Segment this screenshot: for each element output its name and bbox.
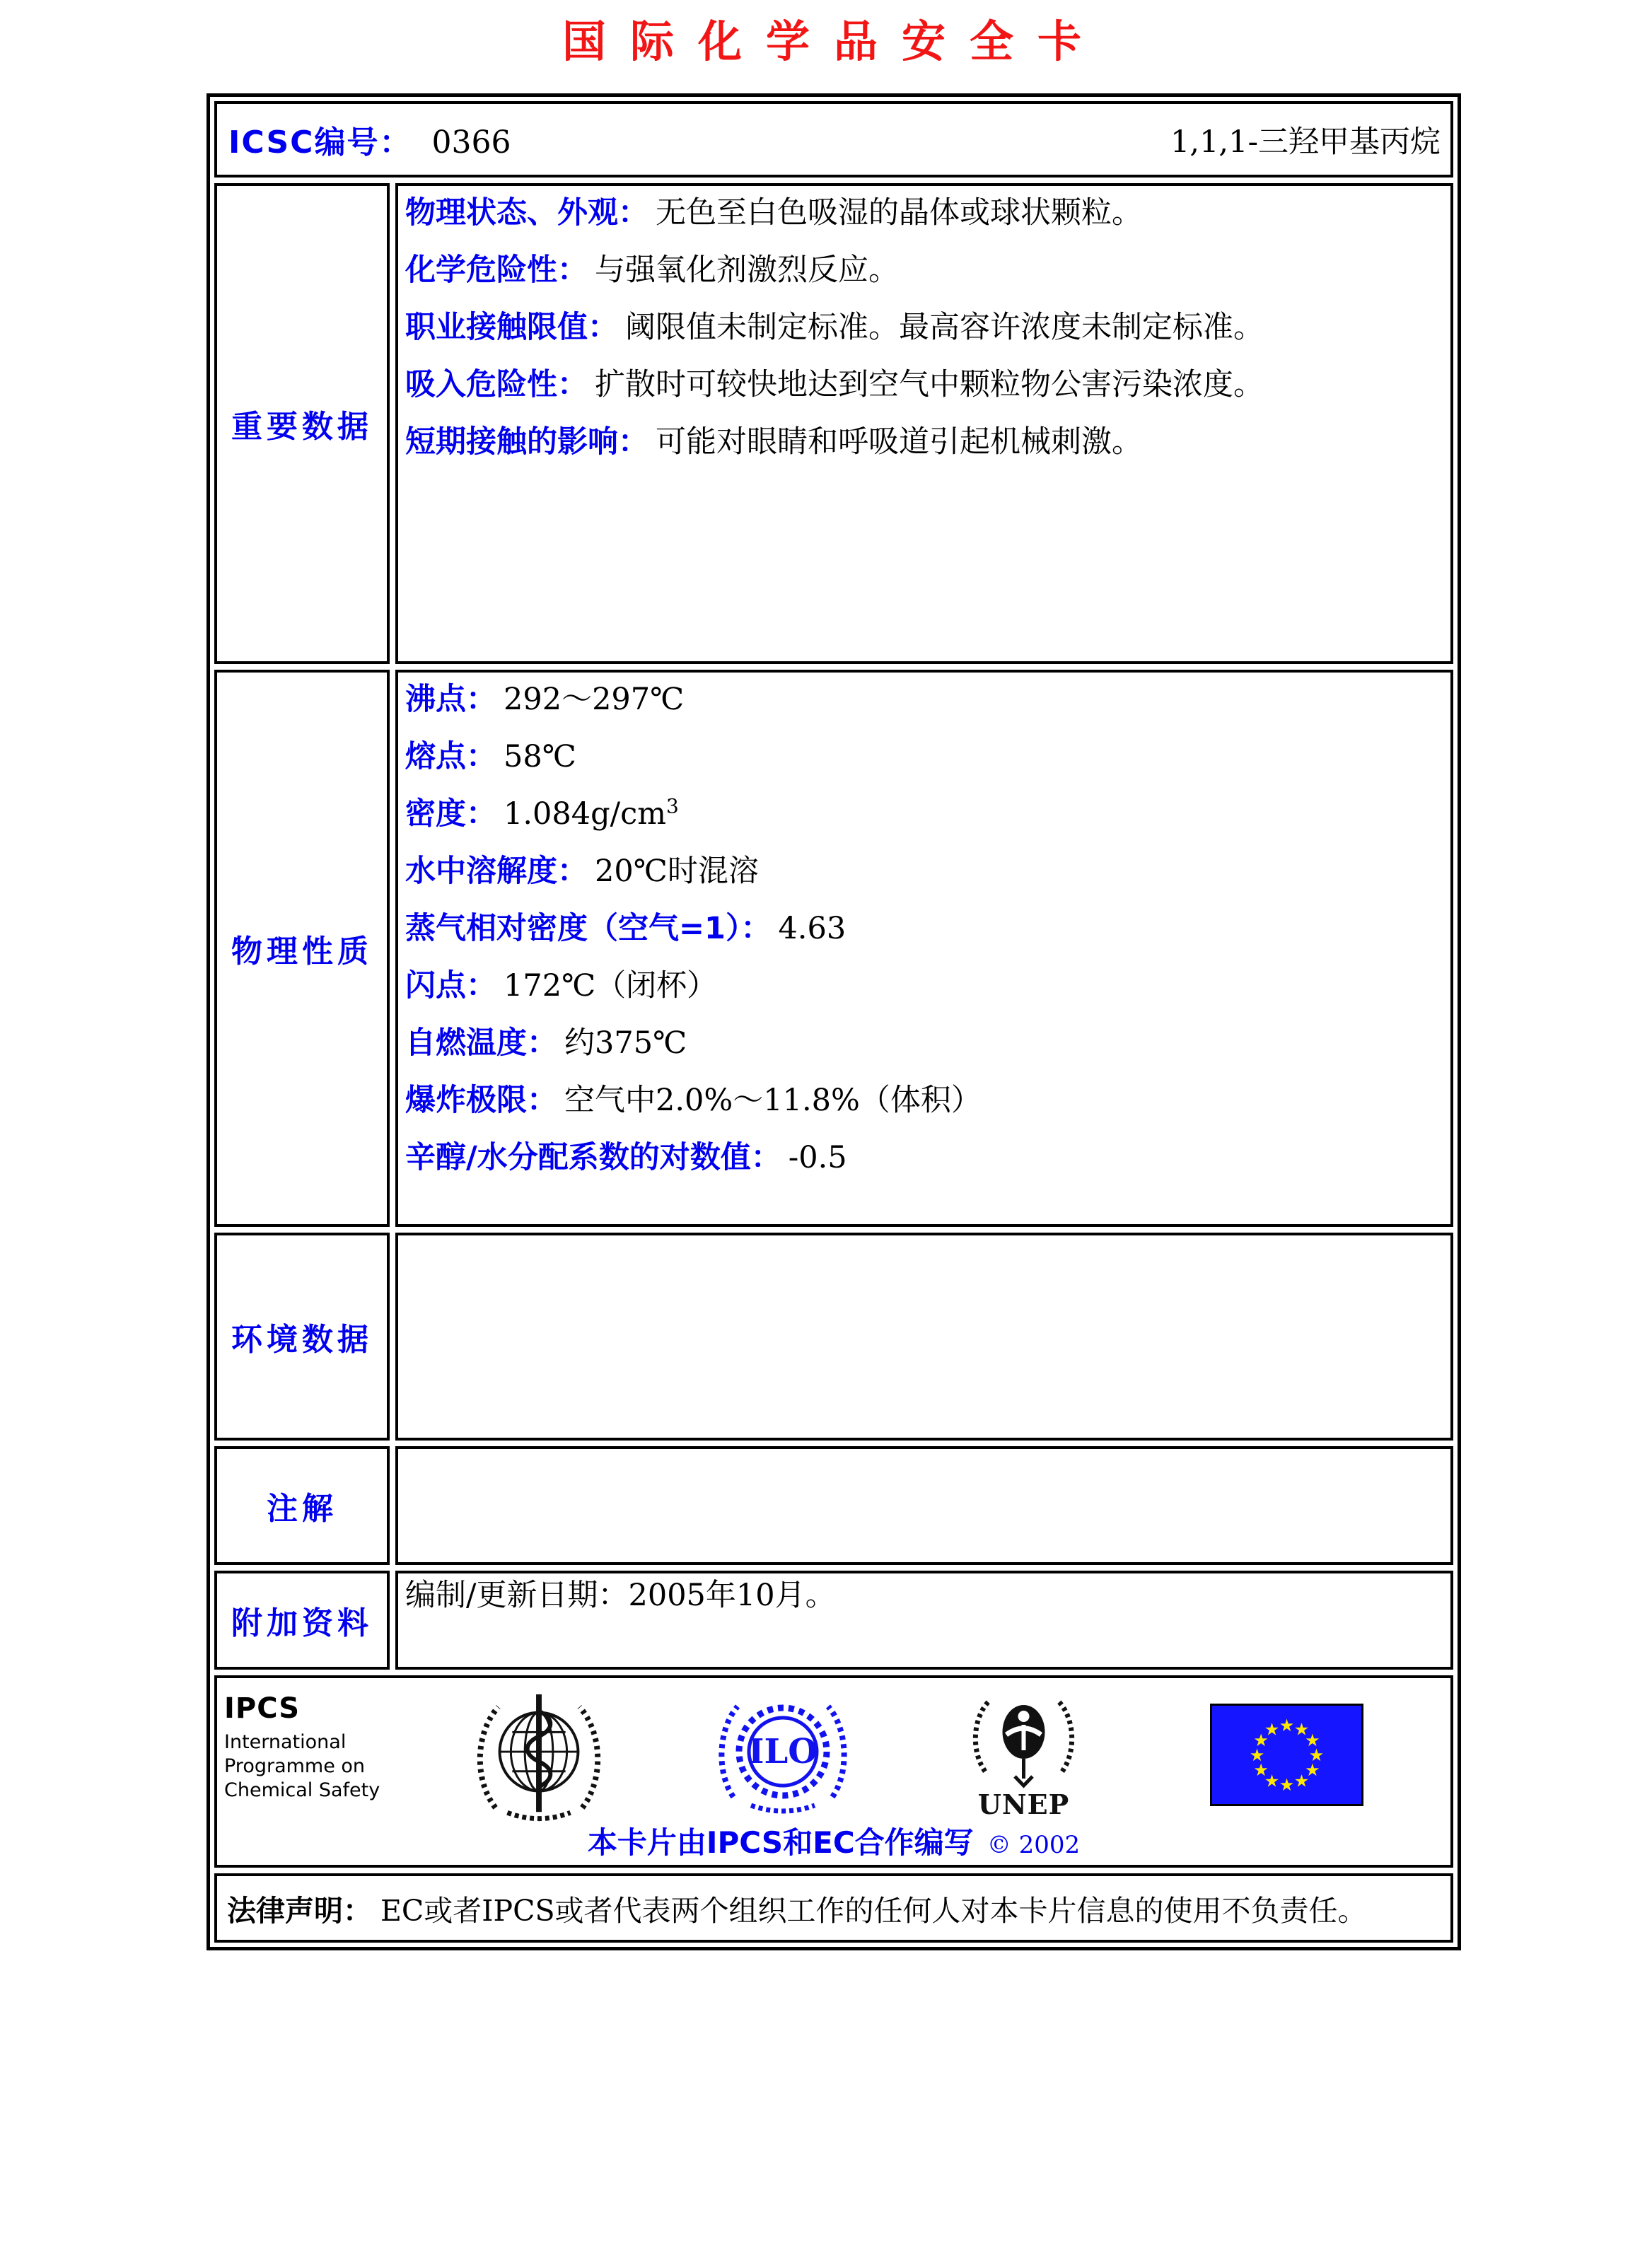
data-line [405,417,1446,474]
data-line [405,1018,1446,1075]
svg-text:★: ★ [1279,1775,1295,1795]
legal-cell [214,1873,1453,1943]
svg-text:★: ★ [1264,1771,1280,1791]
data-line [405,245,1446,302]
section-row-important [214,183,1453,664]
field-label: 自燃温度： [405,1025,557,1061]
data-line [405,1575,1446,1622]
unep-emblem-icon [965,1688,1082,1822]
svg-text:★: ★ [1264,1719,1280,1740]
field-value: 20℃时混溶 [595,854,759,889]
ipcs-subtitle-line: Chemical Safety [224,1779,380,1801]
section-label-cell [214,1446,390,1565]
data-line [405,903,1446,960]
section-row-additional [214,1571,1453,1670]
data-line [405,359,1446,417]
legal-row [214,1873,1453,1943]
section-label: 注解 [267,1491,337,1527]
field-label: 密度： [405,796,496,832]
section-label-cell [214,1233,390,1441]
svg-text:★: ★ [1253,1760,1269,1780]
data-line [405,187,1446,245]
section-label: 环境数据 [231,1322,373,1358]
field-label: 蒸气相对密度（空气=1）： [405,911,772,946]
header-cell [214,101,1453,178]
ilo-emblem-icon [712,1691,854,1821]
header-row [214,101,1453,178]
icsc-card-table [206,93,1461,1950]
svg-text:★: ★ [1293,1719,1310,1740]
copyright-text: © 2002 [987,1831,1081,1859]
svg-text:★: ★ [1253,1730,1269,1750]
field-label: 沸点： [405,682,496,717]
section-label: 物理性质 [231,933,373,970]
logos-cell [214,1675,1453,1868]
section-label-cell [214,183,390,664]
field-label: 吸入危险性： [405,367,588,402]
data-line [405,789,1446,846]
section-content-cell [395,1446,1453,1565]
cooperation-caption-text: 本卡片由IPCS和EC合作编写 [587,1825,974,1860]
legal-notice-label: 法律声明： [227,1893,372,1928]
section-label-cell [214,1571,390,1670]
field-label: 闪点： [405,968,496,1003]
svg-text:★: ★ [1293,1771,1310,1791]
field-value: -0.5 [788,1140,847,1175]
data-line [405,1075,1446,1132]
icsc-number-label: ICSC编号： [228,124,412,161]
data-line [405,674,1446,731]
data-line [405,960,1446,1018]
field-label: 水中溶解度： [405,854,588,889]
svg-text:★: ★ [1249,1745,1265,1765]
svg-text:★: ★ [1305,1730,1320,1750]
section-content-cell [395,1233,1453,1441]
field-label: 爆炸极限： [405,1083,557,1118]
page-title: 国际化学品安全卡 [562,16,1105,67]
section-label: 附加资料 [231,1605,373,1641]
section-row-notes [214,1446,1453,1565]
who-emblem-icon [469,1689,609,1827]
ipcs-title: IPCS [224,1692,301,1725]
field-value: 4.63 [778,911,847,946]
data-line [405,1132,1446,1189]
eu-flag-icon [1210,1704,1363,1809]
section-label-cell [214,670,390,1227]
ipcs-subtitle [224,1730,380,1803]
field-label: 短期接触的影响： [405,424,648,460]
section-content-cell [395,670,1453,1227]
field-label: 辛醇/水分配系数的对数值： [405,1140,781,1175]
legal-notice-text: EC或者IPCS或者代表两个组织工作的任何人对本卡片信息的使用不负责任。 [380,1893,1367,1928]
field-value: 292～297℃ [504,682,685,717]
field-value: 约375℃ [564,1025,687,1061]
field-value: 无色至白色吸湿的晶体或球状颗粒。 [656,195,1142,231]
field-value: 阈限值未制定标准。最高容许浓度未制定标准。 [625,310,1264,345]
chemical-name: 1,1,1-三羟甲基丙烷 [1170,124,1441,160]
field-value: 可能对眼睛和呼吸道引起机械刺激。 [656,424,1142,460]
section-label: 重要数据 [231,409,373,445]
ilo-monogram: ILO [748,1732,818,1771]
data-line [405,731,1446,789]
data-line [405,302,1446,359]
field-label: 职业接触限值： [405,310,618,345]
data-line [405,846,1446,903]
unep-label: UNEP [977,1788,1070,1819]
section-content-cell [395,183,1453,664]
logos-row [214,1675,1453,1868]
svg-text:★: ★ [1279,1716,1295,1735]
field-label: 熔点： [405,739,496,774]
field-value: 编制/更新日期：2005年10月。 [405,1578,836,1613]
field-value: 58℃ [504,739,576,774]
svg-text:★: ★ [1308,1745,1325,1765]
icsc-number-group [228,117,511,162]
svg-text:★: ★ [1305,1760,1320,1780]
ipcs-subtitle-line: Programme on [224,1755,366,1777]
section-row-environment [214,1233,1453,1441]
ipcs-subtitle-line: International [224,1731,347,1753]
field-value: 172℃（闭杯） [504,968,718,1003]
ipcs-text-block [224,1692,380,1803]
section-content-cell [395,1571,1453,1670]
icsc-number-value: 0366 [431,124,511,161]
cooperation-caption [217,1820,1450,1862]
field-value: 与强氧化剂激烈反应。 [595,252,899,288]
field-value: $1.084g/cm^3$ [504,794,679,832]
superscript: 3 [665,794,679,818]
section-row-physical [214,670,1453,1227]
field-value: 扩散时可较快地达到空气中颗粒物公害污染浓度。 [595,367,1264,402]
field-value: 空气中2.0%～11.8%（体积） [564,1083,982,1118]
field-label: 物理状态、外观： [405,195,648,231]
field-label: 化学危险性： [405,252,588,288]
